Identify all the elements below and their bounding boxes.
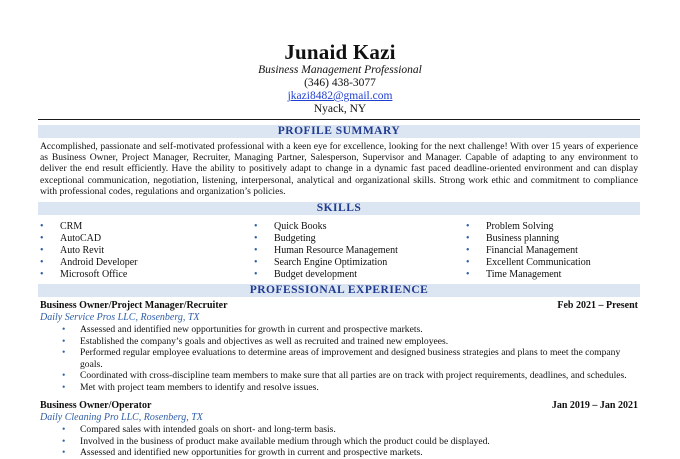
skill-item: • Time Management (466, 269, 591, 281)
skill-item: • CRM (40, 221, 137, 233)
skill-item: • Budget development (254, 269, 398, 281)
skill-item: • Search Engine Optimization (254, 257, 398, 269)
skill-item: • Problem Solving (466, 221, 591, 233)
skills-column-1 (40, 221, 137, 281)
skill-item: • Android Developer (40, 257, 137, 269)
profile-summary-text: Accomplished, passionate and self-motivated professional with a keen eye for excellence, looking for the next challenge! With over 15 years of experience as Business Owner, Project Manager, Recruiter, Managing Partner, Salesperson, Supervisor and Manager. Capable of adapting to any environment to deliver the end result efficiently. Have the ability to positively adapt to change in a dynamic fast paced deadline-oriented environment and can display exceptional communication, negotiation, listening, interpersonal, analytical and organizational skills. Strong work ethic and commitment to compliance with professional codes, regulations and organization’s policies. (40, 141, 638, 197)
job-title: Business Owner/Operator (40, 400, 152, 411)
skills-heading: SKILLS (38, 202, 640, 215)
skill-item: • Human Resource Management (254, 245, 398, 257)
job-dates: Jan 2019 – Jan 2021 (551, 400, 638, 411)
experience-heading: PROFESSIONAL EXPERIENCE (38, 284, 640, 297)
company-name: Daily Cleaning Pro LLC, Rosenberg, TX (40, 412, 203, 423)
duty-item: • Involved in the business of product make available medium through which the product could be displayed. (80, 436, 640, 448)
job-duties (80, 424, 640, 459)
skill-item: • Financial Management (466, 245, 591, 257)
duty-item: • Established the company’s goals and objectives as well as recruited and trained new employees. (80, 336, 640, 348)
candidate-title: Business Management Professional (258, 64, 422, 76)
duty-item: • Assessed and identified new opportunities for growth in current and prospective markets. (80, 447, 640, 459)
skills-column-3 (466, 221, 591, 281)
job-dates: Feb 2021 – Present (557, 300, 638, 311)
email-link[interactable]: jkazi8482@gmail.com (287, 90, 393, 102)
profile-summary-heading: PROFILE SUMMARY (38, 125, 640, 138)
skill-item: • Business planning (466, 233, 591, 245)
candidate-name: Junaid Kazi (284, 40, 396, 64)
skill-item: • Quick Books (254, 221, 398, 233)
skills-column-2 (254, 221, 398, 281)
header-divider (38, 119, 640, 120)
duty-item: • Coordinated with cross-discipline team members to make sure that all parties are on track with project requirements, deadlines, and schedules. (80, 370, 640, 382)
location: Nyack, NY (313, 103, 367, 115)
skill-item: • Auto Revit (40, 245, 137, 257)
job-duties (80, 324, 640, 393)
job-title: Business Owner/Project Manager/Recruiter (40, 300, 228, 311)
phone-number: (346) 438-3077 (304, 77, 376, 89)
resume-header (0, 0, 680, 116)
skill-item: • Budgeting (254, 233, 398, 245)
duty-item: • Compared sales with intended goals on short- and long-term basis. (80, 424, 640, 436)
duty-item: • Met with project team members to identify and resolve issues. (80, 382, 640, 394)
skill-item: • Microsoft Office (40, 269, 137, 281)
duty-item: • Performed regular employee evaluations to determine areas of improvement and designed business strategies and plans to meet the company goals. (80, 347, 640, 370)
skill-item: • Excellent Communication (466, 257, 591, 269)
skill-item: • AutoCAD (40, 233, 137, 245)
duty-item: • Assessed and identified new opportunities for growth in current and prospective markets. (80, 324, 640, 336)
company-name: Daily Service Pros LLC, Rosenberg, TX (40, 312, 200, 323)
